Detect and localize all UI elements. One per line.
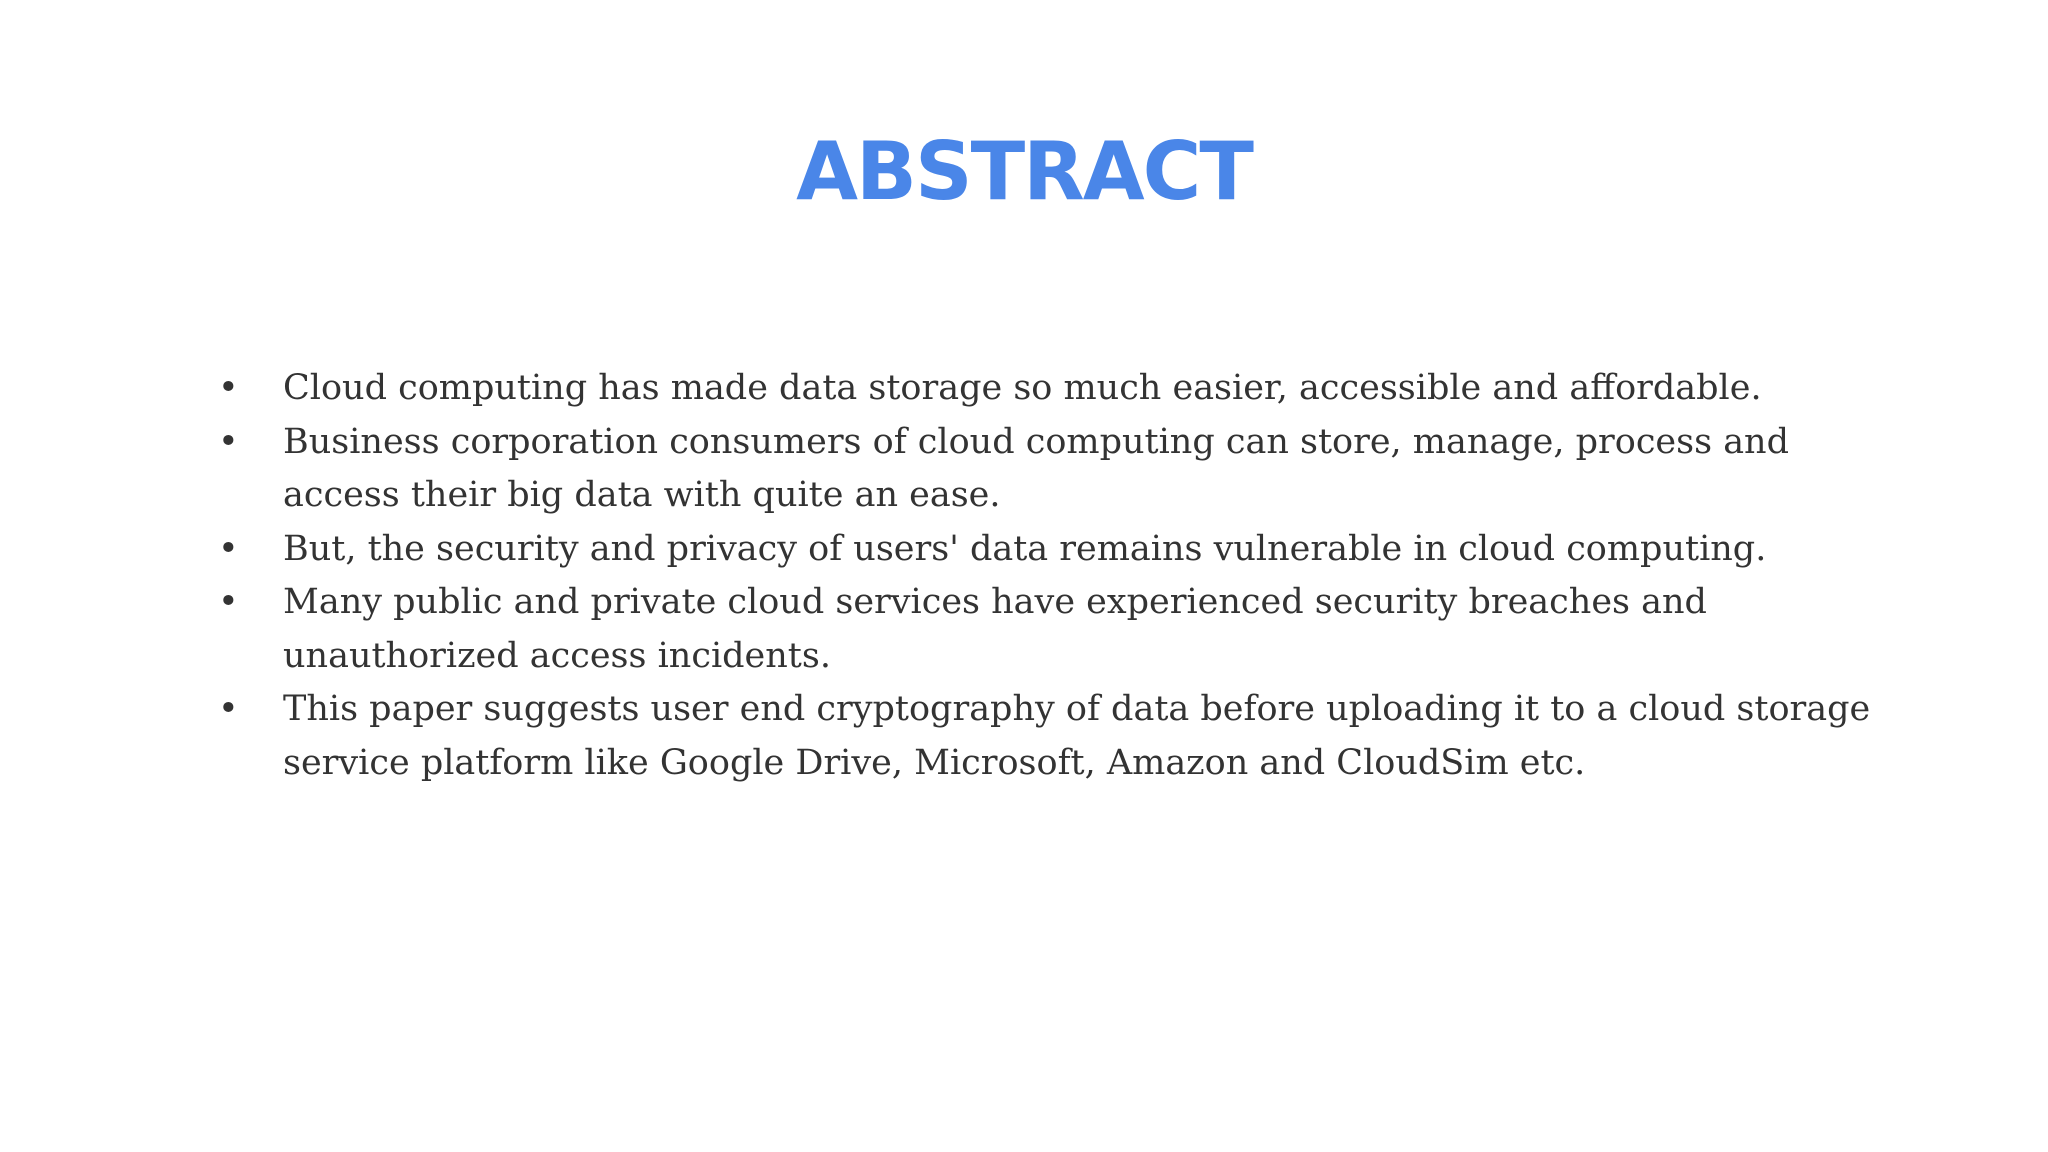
bullet-dot-icon: • bbox=[218, 421, 239, 462]
bullet-item bbox=[218, 416, 1898, 523]
bullet-text: Cloud computing has made data storage so much easier, accessible and affordable. bbox=[283, 368, 1762, 408]
bullet-dot-icon: • bbox=[218, 582, 239, 622]
bullet-item bbox=[218, 362, 1898, 416]
bullet-text: This paper suggests user end cryptography of data before uploading it to a cloud storage service platform like Google Drive, Microsoft, Amazon and CloudSim etc. bbox=[283, 689, 1871, 783]
bullet-text: Many public and private cloud services have experienced security breaches and unauthorized access incidents. bbox=[283, 582, 1707, 676]
slide-title: ABSTRACT bbox=[796, 125, 1252, 218]
bullet-item bbox=[218, 523, 1898, 577]
bullet-text: But, the security and privacy of users' data remains vulnerable in cloud computing. bbox=[283, 528, 1767, 569]
bullet-item bbox=[218, 683, 1898, 790]
bullet-item bbox=[218, 576, 1898, 683]
bullet-dot-icon: • bbox=[218, 528, 239, 569]
bullet-list bbox=[218, 362, 1898, 790]
bullet-dot-icon: • bbox=[218, 368, 239, 408]
bullet-dot-icon: • bbox=[218, 689, 239, 729]
bullet-text: Business corporation consumers of cloud computing can store, manage, process and access their big data with quite an ease. bbox=[283, 421, 1790, 515]
